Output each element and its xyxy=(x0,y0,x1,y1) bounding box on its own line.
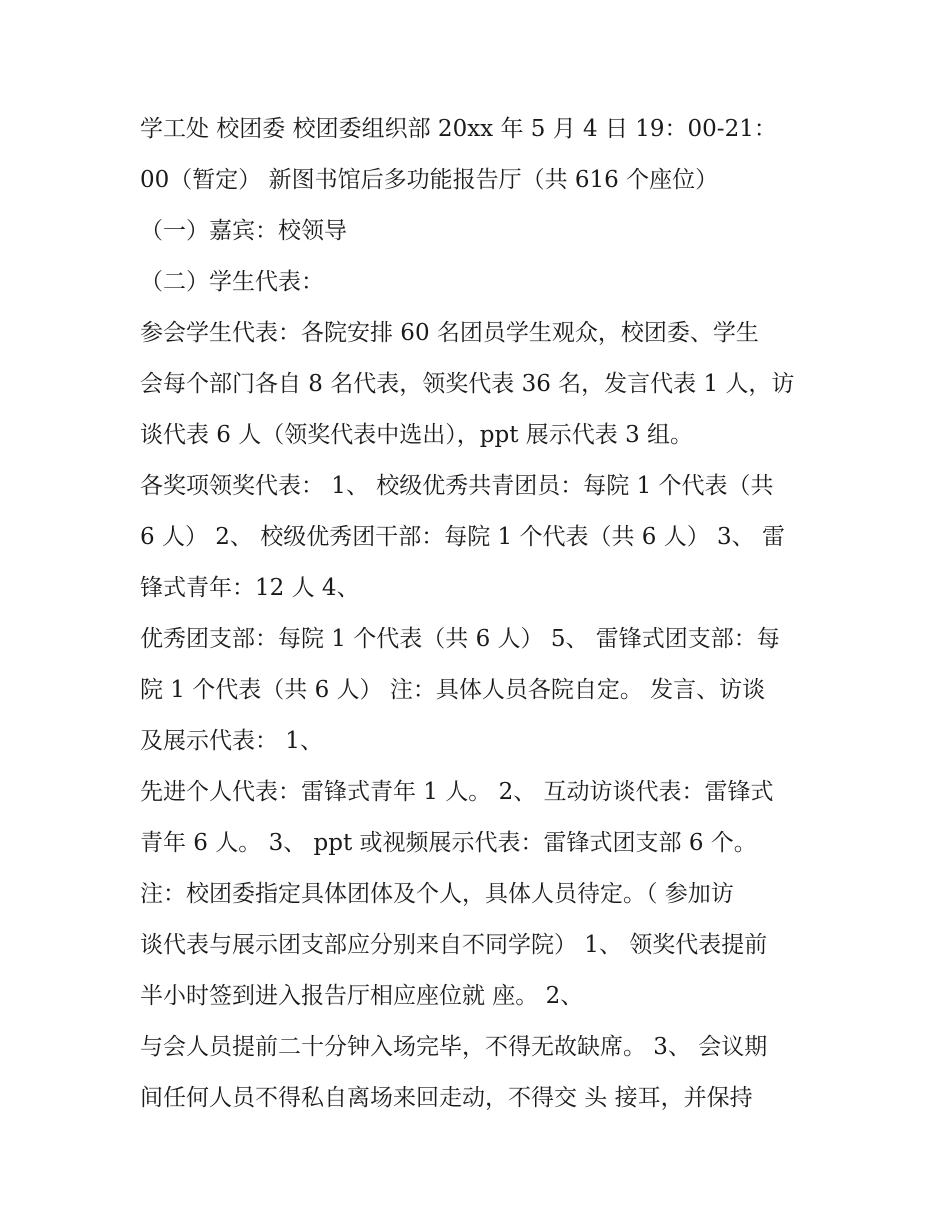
text-line: 谈代表 6 人（领奖代表中选出），ppt 展示代表 3 组。 xyxy=(140,422,694,448)
document-body xyxy=(140,104,820,1124)
text-line: 半小时签到进入报告厅相应座位就 座。 2、 xyxy=(140,983,584,1009)
text-line: 各奖项领奖代表： 1、 校级优秀共青团员：每院 1 个代表（共 xyxy=(140,473,774,499)
text-line: 注：校团委指定具体团体及个人，具体人员待定。（ 参加访 xyxy=(140,881,734,907)
text-line: 6 人） 2、 校级优秀团干部：每院 1 个代表（共 6 人） 3、 雷 xyxy=(140,524,785,550)
text-line: 00（暂定） 新图书馆后多功能报告厅（共 616 个座位） xyxy=(140,167,719,193)
text-line: 间任何人员不得私自离场来回走动，不得交 头 接耳，并保持 xyxy=(140,1085,753,1111)
text-line: 院 1 个代表（共 6 人） 注：具体人员各院自定。 发言、访谈 xyxy=(140,677,766,703)
text-line: 先进个人代表：雷锋式青年 1 人。 2、 互动访谈代表：雷锋式 xyxy=(140,779,774,805)
text-line: 优秀团支部：每院 1 个代表（共 6 人） 5、 雷锋式团支部：每 xyxy=(140,626,780,652)
text-line: 与会人员提前二十分钟入场完毕，不得无故缺席。 3、 会议期 xyxy=(140,1034,768,1060)
text-line: 及展示代表： 1、 xyxy=(140,728,323,754)
text-line: 参会学生代表：各院安排 60 名团员学生观众，校团委、学生 xyxy=(140,320,759,346)
text-line: 青年 6 人。 3、 ppt 或视频展示代表：雷锋式团支部 6 个。 xyxy=(140,830,757,856)
text-line: 会每个部门各自 8 名代表，领奖代表 36 名，发言代表 1 人，访 xyxy=(140,371,795,397)
text-line: （二）学生代表： xyxy=(140,269,324,295)
text-line: （一）嘉宾：校领导 xyxy=(140,218,347,244)
text-line: 学工处 校团委 校团委组织部 20xx 年 5 月 4 日 19：00-21： xyxy=(140,116,777,142)
text-line: 锋式青年：12 人 4、 xyxy=(140,575,360,601)
text-line: 谈代表与展示团支部应分别来自不同学院） 1、 领奖代表提前 xyxy=(140,932,768,958)
